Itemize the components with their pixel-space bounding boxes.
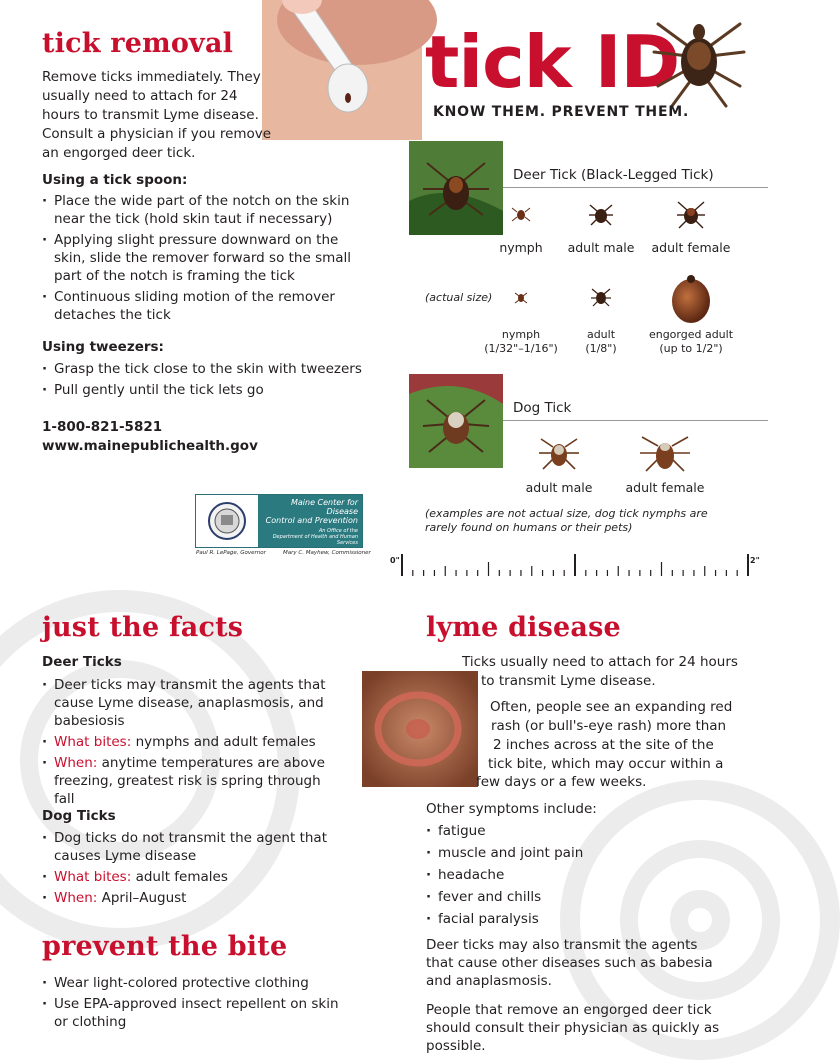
symptoms-list xyxy=(426,822,726,932)
ruler-start-label: 0" xyxy=(390,556,400,565)
dog-label-adult-male: adult male xyxy=(525,480,593,495)
maine-cdc-logo xyxy=(195,494,363,548)
title-tick-photo xyxy=(648,6,748,116)
dog-tick-heading: Dog Tick xyxy=(513,400,572,416)
actual-adult-icon xyxy=(590,286,612,312)
dog-ticks-heading: Dog Ticks xyxy=(42,808,116,824)
dog-adult-female-icon xyxy=(638,431,692,479)
dog-ticks-facts xyxy=(42,829,342,910)
commissioner-name: Mary C. Mayhew, Commissioner xyxy=(283,550,371,556)
list-item: · Dog ticks do not transmit the agent that causes Lyme disease xyxy=(42,829,342,865)
logo-line3: An Office of the xyxy=(318,528,358,534)
bulls-eye-rash-photo xyxy=(362,671,478,787)
other-diseases-text: Deer ticks may also transmit the agents that cause other diseases such as babesia and anaplasmosis. xyxy=(426,937,713,989)
dog-label-adult-female: adult female xyxy=(625,480,705,495)
actual-label-engorged: engorged adult (up to 1/2") xyxy=(648,328,734,355)
rash-line3: 2 inches across at the site of the xyxy=(493,737,714,753)
actual-label-nymph: nymph (1/32"–1/16") xyxy=(484,328,558,355)
logo-line1: Maine Center for Disease xyxy=(290,498,358,516)
phone-number: 1-800-821-5821 xyxy=(42,419,163,435)
list-item: · Applying slight pressure downward on the skin, slide the remover forward so the small part of the notch is framing the tick xyxy=(42,231,362,285)
engorged-tick-icon xyxy=(670,273,712,329)
deer-label-adult-female: adult female xyxy=(651,240,731,255)
rash-line1: Often, people see an expanding red xyxy=(490,699,733,715)
list-item: · What bites: nymphs and adult females xyxy=(42,733,342,751)
deer-label-nymph: nymph xyxy=(499,240,543,255)
list-item: · muscle and joint pain xyxy=(426,844,726,862)
deer-nymph-icon xyxy=(510,204,532,230)
list-item: · fever and chills xyxy=(426,888,726,906)
engorged-advice-text: People that remove an engorged deer tick should consult their physician as quickly as possible. xyxy=(426,1002,720,1054)
list-item: · facial paralysis xyxy=(426,910,726,928)
deer-ticks-facts xyxy=(42,676,342,811)
list-item: · What bites: adult females xyxy=(42,868,342,886)
facts-title: just the facts xyxy=(42,612,244,643)
deer-label-adult-male: adult male xyxy=(567,240,635,255)
tick-spoon-photo xyxy=(262,0,422,140)
list-item: · fatigue xyxy=(426,822,726,840)
governor-name: Paul R. LePage, Governor xyxy=(196,550,266,556)
list-item: · Pull gently until the tick lets go xyxy=(42,381,372,399)
symptoms-heading: Other symptoms include: xyxy=(426,801,597,817)
rash-line5: few days or a few weeks. xyxy=(476,774,647,790)
tweezers-steps xyxy=(42,360,372,402)
list-item: · When: anytime temperatures are above freezing, greatest risk is spring through fall xyxy=(42,754,342,808)
ruler-end-label: 2" xyxy=(750,556,760,565)
tick-removal-intro: Remove ticks immediately. They usually need to attach for 24 hours to transmit Lyme disease. Consult a physician if you remove an engorged deer tick. xyxy=(42,69,272,161)
dog-tick-note: (examples are not actual size, dog tick nymphs are rarely found on humans or their pets) xyxy=(425,507,708,534)
list-item: · When: April–August xyxy=(42,889,342,907)
list-item: · Continuous sliding motion of the remover detaches the tick xyxy=(42,288,362,324)
dog-adult-male-icon xyxy=(537,433,581,477)
tick-id-title: tick ID xyxy=(425,20,680,104)
tick-spoon-heading: Using a tick spoon: xyxy=(42,172,188,188)
logo-line4: Department of Health and Human Services xyxy=(272,534,358,546)
deer-ticks-heading: Deer Ticks xyxy=(42,654,122,670)
dog-tick-photo xyxy=(409,374,503,468)
lyme-intro-line2: to transmit Lyme disease. xyxy=(481,673,656,689)
list-item: · Use EPA-approved insect repellent on skin or clothing xyxy=(42,995,342,1031)
deer-adult-male-icon xyxy=(588,202,614,232)
divider xyxy=(503,187,768,188)
tick-spoon-steps xyxy=(42,192,362,327)
actual-nymph-icon xyxy=(513,290,529,310)
actual-size-label: (actual size) xyxy=(425,291,493,304)
divider xyxy=(503,420,768,421)
list-item: · Place the wide part of the notch on the skin near the tick (hold skin taut if necessary) xyxy=(42,192,362,228)
tick-id-tagline: KNOW THEM. PREVENT THEM. xyxy=(433,104,690,120)
prevent-list xyxy=(42,974,342,1034)
list-item: · Deer ticks may transmit the agents that cause Lyme disease, anaplasmosis, and babesiosis xyxy=(42,676,342,730)
deer-tick-heading: Deer Tick (Black-Legged Tick) xyxy=(513,167,714,183)
lyme-intro-line1: Ticks usually need to attach for 24 hours xyxy=(462,654,738,670)
list-item: · Wear light-colored protective clothing xyxy=(42,974,342,992)
deer-adult-female-icon xyxy=(676,200,706,234)
logo-line2: Control and Prevention xyxy=(265,516,358,525)
ruler xyxy=(401,552,749,578)
deer-tick-photo xyxy=(409,141,503,235)
list-item: · Grasp the tick close to the skin with tweezers xyxy=(42,360,372,378)
prevent-title: prevent the bite xyxy=(42,931,288,962)
maine-seal-icon xyxy=(196,495,258,547)
tick-removal-title: tick removal xyxy=(42,28,234,59)
list-item: · headache xyxy=(426,866,726,884)
rash-line2: rash (or bull's-eye rash) more than xyxy=(491,718,727,734)
lyme-title: lyme disease xyxy=(426,612,621,643)
website-link[interactable]: www.mainepublichealth.gov xyxy=(42,438,258,454)
rash-line4: tick bite, which may occur within a xyxy=(488,756,724,772)
actual-label-adult: adult (1/8") xyxy=(585,328,617,355)
tweezers-heading: Using tweezers: xyxy=(42,339,164,355)
